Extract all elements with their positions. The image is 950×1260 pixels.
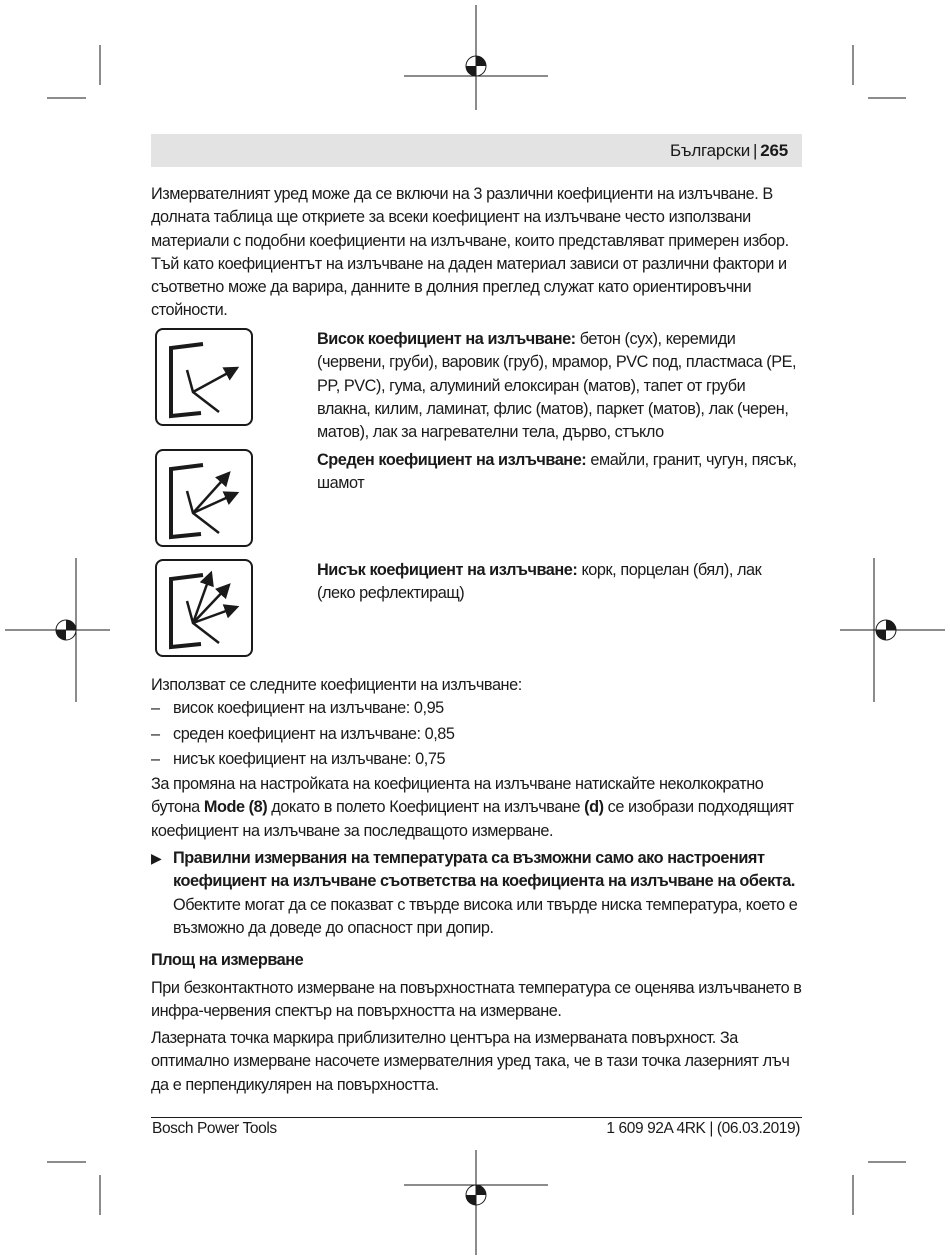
high-emissivity-heading: Висок коефициент на излъчване:: [317, 330, 576, 348]
change-text-3: се изобрази подходящият коефициент на излъчване за последващото измерване.: [151, 798, 794, 840]
footer-doc-number: 1 609 92A 4RK | (06.03.2019): [606, 1120, 800, 1137]
change-text-1: За промяна на настройката на коефициента на излъчване натискайте неколкократно бутона: [151, 775, 764, 817]
warning-note: [151, 847, 802, 940]
list-dash: –: [151, 699, 160, 718]
warning-bold: Правилни измервания на температурата са възможни само ако настроеният коефициент на излъчване съответства на коефициента на излъчване на обекта.: [173, 849, 795, 891]
medium-emissivity-heading: Среден коефициент на излъчване:: [317, 451, 587, 469]
list-item: [151, 748, 802, 771]
list-item-text: среден коефициент на излъчване: 0,85: [173, 724, 455, 743]
body-block: [151, 674, 802, 1097]
list-dash: –: [151, 749, 160, 768]
intro-paragraph: Измервателният уред може да се включи на 3 различни коефициенти на излъчване. В долната таблица ще откриете за всеки коефициент на излъчване често използвани материали с подобни коефициенти на излъчване, които представляват примерен избор. Тъй като коефициентът на излъчване на даден материал зависи от различни фактори и съответно може да варира, данните в долния преглед служат като ориентировъчни стойности.: [151, 185, 789, 320]
high-emissivity-text: [317, 328, 797, 444]
section-paragraph-1: При безконтактното измерване на повърхностната температура се оценява излъчването в инфра-червения спектър на повърхността на измерване.: [151, 978, 802, 1020]
section-title: Площ на измерване: [151, 951, 304, 970]
high-emissivity-materials: бетон (сух), керемиди (червени, груби), варовик (груб), мрамор, PVC под, пластмаса (PE, PP, PVC), гума, алуминий елоксиран (матов), тапет от груби влакна, килим, ламинат, флис (матов), паркет (матов), лак (черен, матов), лак за нагревателни тела, дърво, стъкло: [317, 330, 797, 442]
list-dash: –: [151, 724, 160, 743]
footer-divider: [151, 1117, 802, 1118]
section-paragraph-2: Лазерната точка маркира приблизително центъра на измерваната повърхност. За оптимално измерване насочете измервателния уред така, че в тази точка лазерният лъч да е перпендикулярен на повърхността.: [151, 1029, 790, 1094]
header-language: Български: [669, 141, 751, 160]
low-emissivity-materials: корк, порцелан (бял), лак (леко рефлектиращ): [317, 561, 762, 603]
list-item-text: нисък коефициент на излъчване: 0,75: [173, 749, 446, 768]
high-emissivity-icon: [155, 328, 253, 426]
low-emissivity-icon: [155, 559, 253, 657]
low-emissivity-text: [317, 559, 797, 606]
footer-brand: Bosch Power Tools: [152, 1120, 277, 1137]
header-separator: |: [753, 141, 758, 160]
warning-text: Обектите могат да се показват с твърде висока или твърде ниска температура, което е възможно да доведе до опасност при допир.: [173, 895, 798, 937]
medium-emissivity-materials: емайли, гранит, чугун, пясък, шамот: [317, 451, 797, 493]
page-number: 265: [760, 141, 788, 160]
field-ref: (d): [584, 798, 604, 817]
warning-arrow-icon: ▶: [151, 850, 162, 867]
list-item: [151, 697, 802, 720]
intro-block: [151, 183, 802, 323]
list-item-text: висок коефициент на излъчване: 0,95: [173, 699, 444, 718]
used-intro: Използват се следните коефициенти на излъчване:: [151, 676, 522, 694]
mode-button-ref: Mode (8): [203, 798, 268, 817]
low-emissivity-heading: Нисък коефициент на излъчване:: [317, 561, 578, 579]
page-header: [151, 134, 802, 167]
change-text-2: докато в полето Коефициент на излъчване: [267, 798, 585, 817]
change-paragraph: [151, 773, 802, 843]
medium-emissivity-icon: [155, 449, 253, 547]
medium-emissivity-text: [317, 449, 797, 496]
list-item: [151, 723, 802, 746]
header-text: [670, 141, 788, 161]
